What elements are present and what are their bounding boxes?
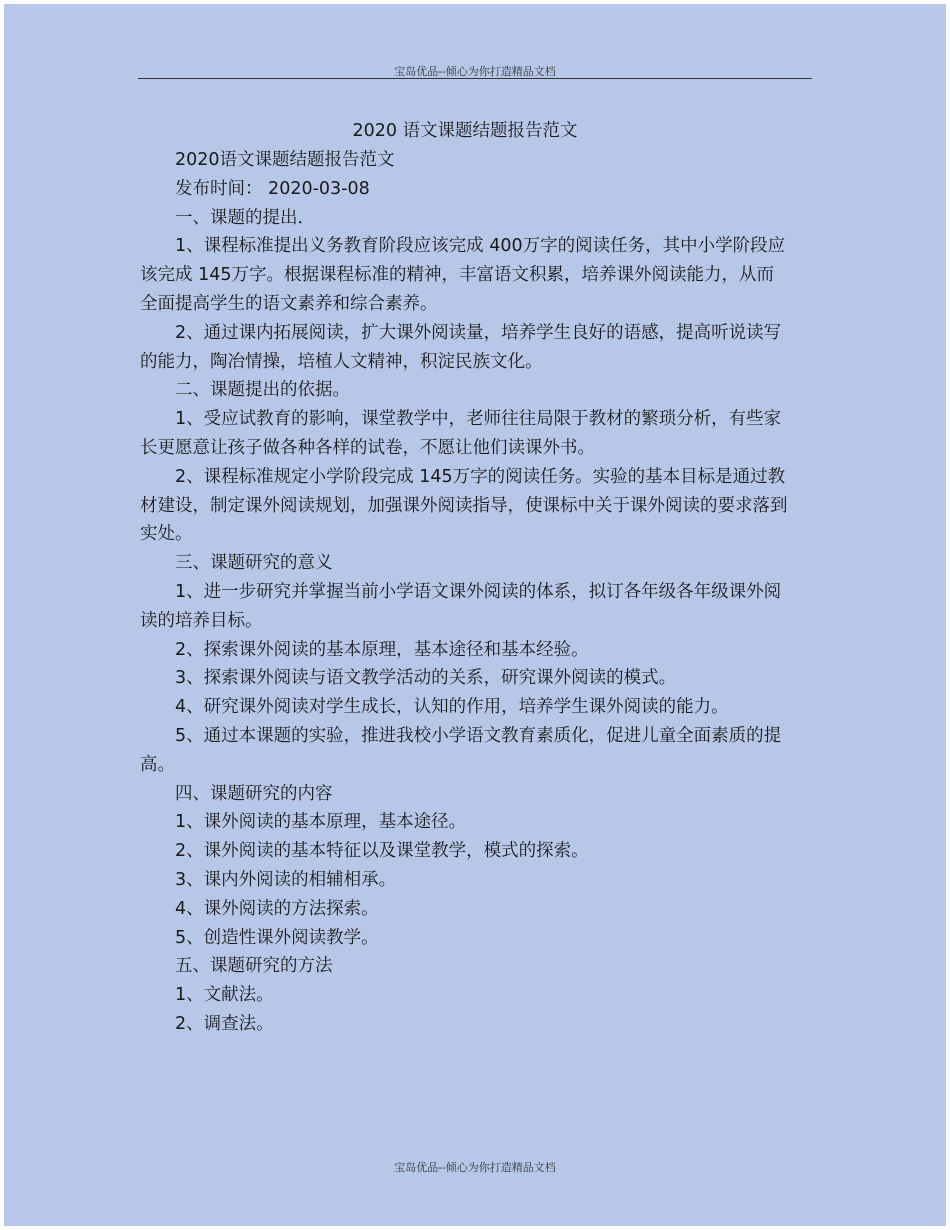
document-page bbox=[4, 4, 946, 1226]
paragraph: 1、受应试教育的影响，课堂教学中，老师往往局限于教材的繁琐分析，有些家长更愿意让孩子做各种各样的试卷，不愿让他们读课外书。 bbox=[140, 409, 782, 458]
paragraph: 2、通过课内拓展阅读，扩大课外阅读量，培养学生良好的语感，提高听说读写的能力，陶冶情操，培植人文精神，积淀民族文化。 bbox=[140, 322, 782, 372]
paragraph: 1、文献法。 bbox=[175, 985, 274, 1006]
paragraph: 3、探索课外阅读与语文教学活动的关系，研究课外阅读的模式。 bbox=[175, 668, 677, 689]
paragraph: 2、探索课外阅读的基本原理，基本途径和基本经验。 bbox=[175, 639, 589, 660]
section-heading: 四、课题研究的内容 bbox=[175, 783, 333, 804]
section-heading: 二、课题提出的依据。 bbox=[175, 380, 350, 401]
paragraph: 1、进一步研究并掌握当前小学语文课外阅读的体系，拟订各年级各年级课外阅读的培养目标。 bbox=[140, 581, 782, 631]
section-heading: 三、课题研究的意义 bbox=[175, 553, 333, 574]
paragraph: 5、通过本课题的实验，推进我校小学语文教育素质化，促进儿童全面素质的提高。 bbox=[140, 725, 782, 775]
section-heading: 五、课题研究的方法 bbox=[175, 956, 333, 977]
paragraph: 4、研究课外阅读对学生成长，认知的作用，培养学生课外阅读的能力。 bbox=[175, 697, 729, 718]
paragraph: 1、课外阅读的基本原理，基本途径。 bbox=[175, 812, 467, 833]
document-body bbox=[140, 116, 790, 1039]
section-heading: 一、课题的提出． bbox=[175, 207, 315, 228]
paragraph: 2、课程标准规定小学阶段完成 145万字的阅读任务。实验的基本目标是通过教材建设，制定课外阅读规划，加强课外阅读指导，使课标中关于课外阅读的要求落到实处。 bbox=[140, 466, 788, 545]
page-header: 宝岛优品--倾心为你打造精品文档 bbox=[394, 65, 556, 78]
paragraph: 5、创造性课外阅读教学。 bbox=[175, 927, 379, 948]
paragraph: 4、课外阅读的方法探索。 bbox=[175, 898, 379, 919]
header-divider bbox=[138, 78, 812, 79]
paragraph: 2020语文课题结题报告范文 bbox=[175, 150, 395, 170]
paragraph: 发布时间： 2020-03-08 bbox=[175, 178, 370, 199]
paragraph: 2、调查法。 bbox=[175, 1013, 274, 1034]
paragraph: 1、课程标准提出义务教育阶段应该完成 400万字的阅读任务，其中小学阶段应该完成 145万字。根据课程标准的精神，丰富语文积累，培养课外阅读能力，从而全面提高学生的语文素养和综合素养。 bbox=[140, 236, 786, 314]
paragraph: 2、课外阅读的基本特征以及课堂教学，模式的探索。 bbox=[175, 841, 589, 862]
document-title: 2020 语文课题结题报告范文 bbox=[352, 121, 578, 141]
paragraph: 3、课内外阅读的相辅相承。 bbox=[175, 869, 397, 890]
page-footer: 宝岛优品--倾心为你打造精品文档 bbox=[394, 1161, 556, 1174]
